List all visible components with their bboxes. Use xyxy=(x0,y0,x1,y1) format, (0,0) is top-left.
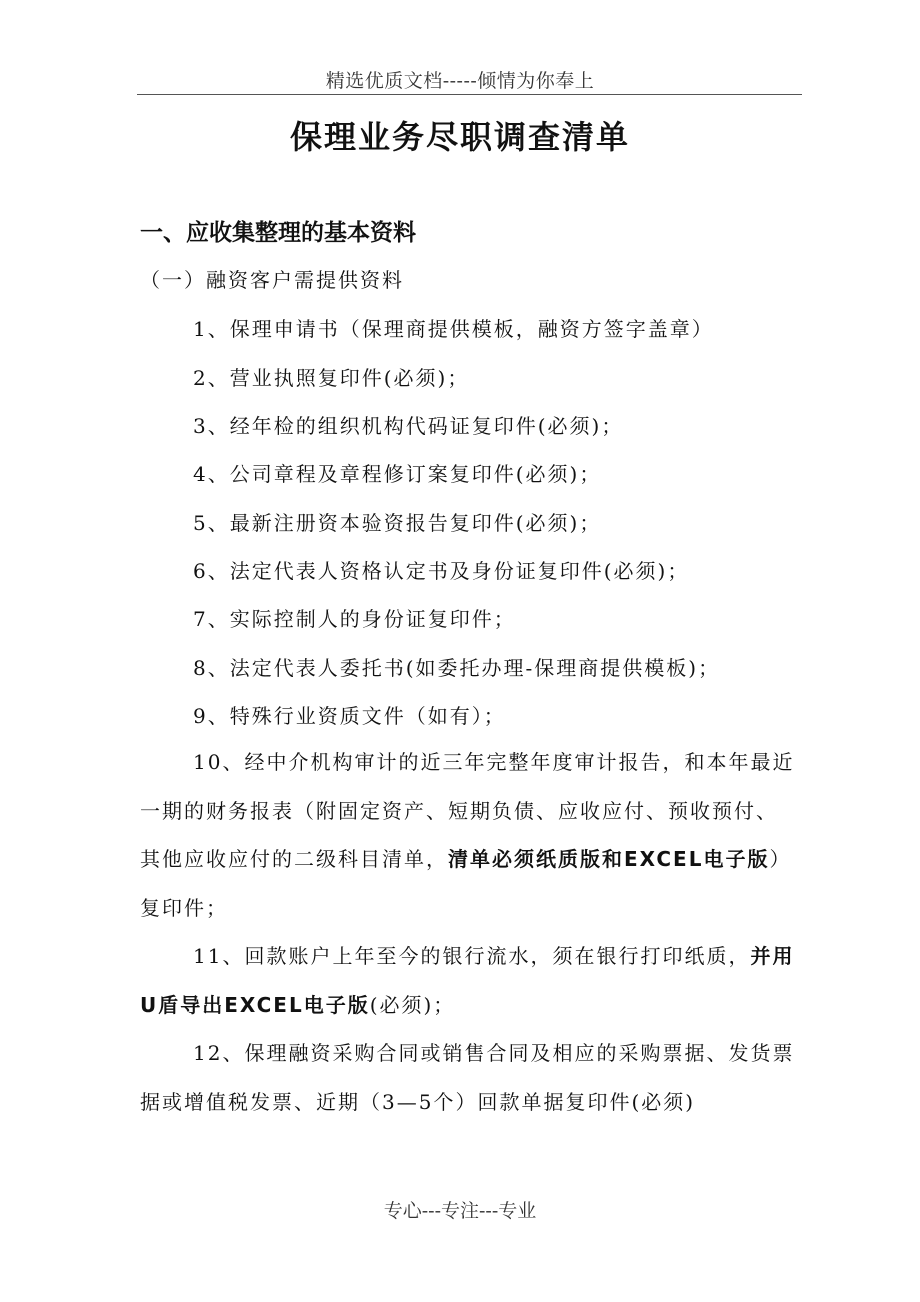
list-item: 8、法定代表人委托书(如委托办理-保理商提供模板)； xyxy=(193,656,721,680)
item11-tail: (必须)； xyxy=(369,992,456,1017)
subsection-heading: （一）融资客户需提供资料 xyxy=(140,268,404,292)
section-heading: 一、应收集整理的基本资料 xyxy=(140,220,416,246)
list-item: 9、特殊行业资质文件（如有）； xyxy=(193,704,506,728)
list-item: 7、实际控制人的身份证复印件； xyxy=(193,607,516,631)
page-header: 精选优质文档-----倾情为你奉上 xyxy=(325,70,595,92)
list-item-12 xyxy=(140,1029,795,1126)
item10-text: 10、经中介机构审计的近三年完整年度审计报告，和本年最近一期的财务报表（附固定资产、短期负债、应收应付、预收预付、其他应收应付的二级科目清单， xyxy=(140,750,795,871)
item10-tail: ）复印件； xyxy=(140,847,792,920)
list-item-10 xyxy=(140,738,795,932)
list-item: 1、保理申请书（保理商提供模板，融资方签字盖章） xyxy=(193,317,714,341)
list-item: 6、法定代表人资格认定书及身份证复印件(必须)； xyxy=(193,559,690,583)
list-item: 3、经年检的组织机构代码证复印件(必须)； xyxy=(193,414,624,438)
item12-text: 12、保理融资采购合同或销售合同及相应的采购票据、发货票据或增值税发票、近期（3—5个）回款单据复印件(必须) xyxy=(140,1041,795,1114)
item10-bold-note: 清单必须纸质版和EXCEL电子版 xyxy=(448,847,770,871)
item11-text: 11、回款账户上年至今的银行流水，须在银行打印纸质， xyxy=(193,944,751,968)
list-item: 2、营业执照复印件(必须)； xyxy=(193,366,470,390)
list-item: 4、公司章程及章程修订案复印件(必须)； xyxy=(193,462,602,486)
page-footer: 专心---专注---专业 xyxy=(383,1200,537,1222)
document-title: 保理业务尽职调查清单 xyxy=(289,118,630,156)
header-divider xyxy=(137,94,802,95)
item11-bold-note: 并用U盾导出EXCEL电子版 xyxy=(140,944,795,1017)
list-item: 5、最新注册资本验资报告复印件(必须)； xyxy=(193,511,602,535)
list-item-11 xyxy=(140,932,795,1029)
